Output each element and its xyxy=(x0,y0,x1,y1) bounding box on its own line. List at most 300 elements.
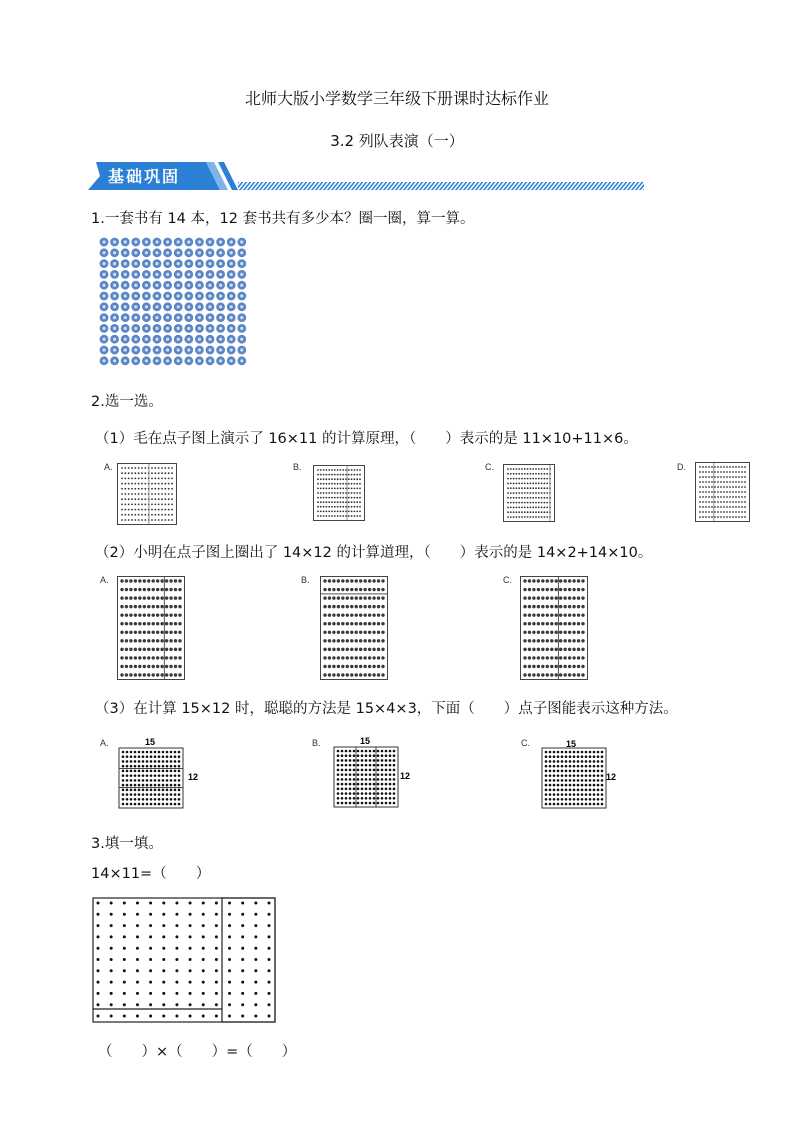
dot xyxy=(164,478,166,480)
dot xyxy=(532,502,534,504)
dot xyxy=(541,483,543,485)
counter-dot-center xyxy=(134,327,137,330)
dot xyxy=(130,784,133,787)
width-label-15: 15 xyxy=(360,736,371,746)
dot xyxy=(601,789,604,792)
dot xyxy=(550,596,553,599)
dot xyxy=(337,769,340,772)
dot xyxy=(545,803,548,806)
dot xyxy=(169,673,172,676)
dot xyxy=(156,639,159,642)
dot xyxy=(131,504,133,506)
dot xyxy=(513,502,515,504)
dot xyxy=(122,760,125,763)
dot xyxy=(516,507,518,509)
dot xyxy=(581,613,584,616)
dot xyxy=(337,588,340,591)
dot xyxy=(165,622,168,625)
dot xyxy=(268,981,271,984)
dot xyxy=(142,793,145,796)
q2-3-option-c-figure[interactable] xyxy=(538,736,622,812)
dot xyxy=(559,613,562,616)
dot xyxy=(516,492,518,494)
dot xyxy=(572,596,575,599)
q1-dot-grid xyxy=(99,237,251,371)
dot xyxy=(381,665,384,668)
dot xyxy=(521,478,523,480)
dot xyxy=(357,788,360,791)
counter-dot-center xyxy=(187,262,190,265)
dot xyxy=(577,588,580,591)
counter-dot-center xyxy=(155,348,158,351)
dot xyxy=(341,613,344,616)
counter-dot-center xyxy=(219,305,222,308)
dot xyxy=(581,760,584,763)
counter-dot-center xyxy=(113,240,116,243)
dot xyxy=(377,797,380,800)
dot xyxy=(702,506,704,508)
dot xyxy=(126,798,129,801)
dot xyxy=(601,779,604,782)
dot xyxy=(555,665,558,668)
dot xyxy=(513,511,515,513)
dot xyxy=(162,774,165,777)
dot xyxy=(138,798,141,801)
dot xyxy=(729,486,731,488)
q2-1-option-c-label[interactable]: C. xyxy=(485,462,494,472)
q2-3-option-a-figure[interactable] xyxy=(117,736,197,812)
dot xyxy=(516,502,518,504)
dot xyxy=(134,784,137,787)
dot xyxy=(530,507,532,509)
dot xyxy=(334,483,336,485)
dot xyxy=(120,656,123,659)
dot xyxy=(168,467,170,469)
counter-dot-center xyxy=(102,262,105,265)
dot xyxy=(110,992,113,995)
dot xyxy=(165,605,168,608)
dot xyxy=(528,631,531,634)
dot xyxy=(158,765,161,768)
dot xyxy=(317,474,319,476)
counter-dot-center xyxy=(198,359,201,362)
q2-1-option-b-figure[interactable] xyxy=(313,465,365,521)
dot xyxy=(158,493,160,495)
dot xyxy=(711,476,713,478)
dot xyxy=(144,519,146,521)
dot xyxy=(149,958,152,961)
dot xyxy=(365,778,368,781)
dot xyxy=(563,631,566,634)
counter-dot-center xyxy=(155,338,158,341)
dot xyxy=(729,471,731,473)
question-3-answer-line[interactable]: （ ）×（ ）=（ ） xyxy=(98,1044,297,1060)
dot xyxy=(348,497,350,499)
counter-dot-center xyxy=(177,327,180,330)
dot xyxy=(389,750,392,753)
counter-dot-center xyxy=(198,338,201,341)
dot xyxy=(368,579,371,582)
q2-2-option-c-figure[interactable] xyxy=(520,576,588,680)
dot xyxy=(328,492,330,494)
dot xyxy=(393,754,396,757)
counter-dot-center xyxy=(134,316,137,319)
dot xyxy=(546,507,548,509)
dot xyxy=(538,516,540,518)
counter-dot-center xyxy=(155,359,158,362)
dot xyxy=(563,639,566,642)
dot xyxy=(268,1003,271,1006)
banner-label: 基础巩固 xyxy=(108,167,181,186)
dot xyxy=(744,486,746,488)
dot xyxy=(589,779,592,782)
dot xyxy=(597,803,600,806)
dot xyxy=(150,755,153,758)
dot xyxy=(161,488,163,490)
dot xyxy=(589,774,592,777)
dot xyxy=(134,631,137,634)
dot xyxy=(711,471,713,473)
dot xyxy=(385,764,388,767)
dot xyxy=(735,486,737,488)
dot xyxy=(215,935,218,938)
q2-3-option-b-figure[interactable] xyxy=(330,735,414,811)
dot xyxy=(699,506,701,508)
dot xyxy=(128,504,130,506)
dot xyxy=(377,639,380,642)
dot xyxy=(735,491,737,493)
dot xyxy=(363,579,366,582)
dot xyxy=(342,488,344,490)
dot xyxy=(577,751,580,754)
dot xyxy=(128,519,130,521)
dot xyxy=(268,902,271,905)
dot xyxy=(699,466,701,468)
dot xyxy=(138,478,140,480)
dot xyxy=(97,1015,100,1018)
dot xyxy=(581,765,584,768)
dot xyxy=(134,605,137,608)
q2-1-option-d-figure[interactable] xyxy=(695,462,750,522)
dot xyxy=(711,481,713,483)
dot xyxy=(134,789,137,792)
dot xyxy=(147,665,150,668)
q2-3-option-a-label[interactable]: A. xyxy=(100,738,109,748)
dot xyxy=(134,509,136,511)
dot xyxy=(268,958,271,961)
dot xyxy=(126,784,129,787)
dot xyxy=(393,773,396,776)
dot xyxy=(589,789,592,792)
counter-dot-center xyxy=(230,359,233,362)
q2-1-option-b-label[interactable]: B. xyxy=(293,462,302,472)
dot xyxy=(328,622,331,625)
dot xyxy=(128,509,130,511)
dot xyxy=(323,506,325,508)
dot xyxy=(154,784,157,787)
dot xyxy=(518,516,520,518)
q2-2-option-a-figure[interactable] xyxy=(117,576,185,680)
dot xyxy=(377,656,380,659)
dot xyxy=(507,483,509,485)
dot xyxy=(369,764,372,767)
dot xyxy=(174,793,177,796)
dot xyxy=(142,765,145,768)
dot xyxy=(152,631,155,634)
dot xyxy=(507,468,509,470)
dot xyxy=(355,665,358,668)
dot xyxy=(175,924,178,927)
q2-2-option-a-label[interactable]: A. xyxy=(100,575,109,585)
dot xyxy=(553,803,556,806)
dot xyxy=(354,511,356,513)
q2-1-option-a-figure[interactable] xyxy=(117,463,177,525)
dot xyxy=(349,750,352,753)
dot xyxy=(142,774,145,777)
dot xyxy=(528,596,531,599)
dot xyxy=(563,588,566,591)
dot xyxy=(723,471,725,473)
dot xyxy=(328,478,330,480)
dot xyxy=(702,511,704,513)
q2-2-option-c-label[interactable]: C. xyxy=(503,575,512,585)
dot xyxy=(130,803,133,806)
dot xyxy=(359,588,362,591)
dot xyxy=(373,754,376,757)
dot xyxy=(723,496,725,498)
dot xyxy=(735,471,737,473)
dot xyxy=(126,803,129,806)
dot xyxy=(381,588,384,591)
dot xyxy=(524,473,526,475)
dot xyxy=(332,622,335,625)
dot xyxy=(345,797,348,800)
dot xyxy=(241,958,244,961)
dot xyxy=(337,483,339,485)
dot xyxy=(561,765,564,768)
dot xyxy=(581,605,584,608)
dot xyxy=(565,784,568,787)
dot xyxy=(317,515,319,517)
dot xyxy=(162,924,165,927)
dot xyxy=(341,802,344,805)
dot xyxy=(162,793,165,796)
dot xyxy=(142,751,145,754)
dot xyxy=(123,913,126,916)
counter-dot-center xyxy=(198,284,201,287)
dot xyxy=(154,514,156,516)
dot xyxy=(359,631,362,634)
dot xyxy=(147,639,150,642)
dot xyxy=(134,596,137,599)
dot xyxy=(559,596,562,599)
dot xyxy=(699,496,701,498)
q2-1-option-d-label[interactable]: D. xyxy=(677,462,686,472)
dot xyxy=(561,751,564,754)
dot xyxy=(359,622,362,625)
dot xyxy=(702,471,704,473)
dot xyxy=(125,656,128,659)
dot xyxy=(537,605,540,608)
dot xyxy=(156,605,159,608)
dot xyxy=(170,793,173,796)
dot xyxy=(545,789,548,792)
dot xyxy=(328,488,330,490)
dot xyxy=(241,902,244,905)
dot xyxy=(738,516,740,518)
dot xyxy=(393,778,396,781)
dot xyxy=(345,469,347,471)
dot xyxy=(156,613,159,616)
counter-dot-center xyxy=(134,348,137,351)
dot xyxy=(541,588,544,591)
dot xyxy=(123,1003,126,1006)
dot xyxy=(541,473,543,475)
dot xyxy=(254,902,257,905)
dot xyxy=(125,596,128,599)
dot xyxy=(557,784,560,787)
dot xyxy=(699,481,701,483)
dot xyxy=(152,639,155,642)
dot xyxy=(359,579,362,582)
q2-1-option-a-label[interactable]: A. xyxy=(104,462,113,472)
dot xyxy=(241,913,244,916)
dot xyxy=(131,467,133,469)
dot xyxy=(702,516,704,518)
dot xyxy=(345,764,348,767)
dot xyxy=(532,631,535,634)
dot xyxy=(544,473,546,475)
dot xyxy=(527,468,529,470)
dot xyxy=(732,511,734,513)
dot xyxy=(729,506,731,508)
dot xyxy=(557,755,560,758)
dot xyxy=(585,770,588,773)
dot xyxy=(178,631,181,634)
dot xyxy=(150,784,153,787)
dot xyxy=(346,613,349,616)
dot xyxy=(585,779,588,782)
counter-dot-center xyxy=(134,359,137,362)
q2-1-option-c-figure[interactable] xyxy=(503,464,555,522)
question-2-part-2-text: （2）小明在点子图上圈出了 14×12 的计算道理，（ ）表示的是 14×2+14×10。 xyxy=(95,545,653,561)
height-label-12: 12 xyxy=(188,772,199,782)
dot xyxy=(372,579,375,582)
dot xyxy=(541,648,544,651)
banner-hatch-line xyxy=(238,182,644,190)
dot xyxy=(147,622,150,625)
counter-dot-center xyxy=(208,359,211,362)
dot xyxy=(123,902,126,905)
dot xyxy=(393,788,396,791)
dot xyxy=(593,803,596,806)
dot xyxy=(545,751,548,754)
counter-dot-center xyxy=(102,348,105,351)
question-3-equation[interactable]: 14×11=（ ） xyxy=(91,866,211,882)
dot xyxy=(189,924,192,927)
dot xyxy=(350,656,353,659)
dot xyxy=(128,483,130,485)
dot xyxy=(346,631,349,634)
dot xyxy=(178,784,181,787)
q2-2-option-b-label[interactable]: B. xyxy=(301,575,310,585)
dot xyxy=(356,488,358,490)
dot xyxy=(532,656,535,659)
dot xyxy=(518,502,520,504)
dot xyxy=(147,631,150,634)
dot xyxy=(555,673,558,676)
dot xyxy=(136,969,139,972)
q2-3-option-b-label[interactable]: B. xyxy=(312,738,321,748)
dot xyxy=(189,935,192,938)
counter-dot-center xyxy=(240,294,243,297)
counter-dot-center xyxy=(145,240,148,243)
dot xyxy=(597,789,600,792)
dot xyxy=(711,491,713,493)
dot xyxy=(354,506,356,508)
dot xyxy=(353,783,356,786)
dot xyxy=(357,797,360,800)
dot xyxy=(345,783,348,786)
q2-2-option-b-figure[interactable] xyxy=(320,576,388,680)
dot xyxy=(518,483,520,485)
dot xyxy=(357,769,360,772)
dot xyxy=(714,511,716,513)
dot xyxy=(228,902,231,905)
dot xyxy=(174,755,177,758)
dot xyxy=(581,596,584,599)
dot xyxy=(345,488,347,490)
dot xyxy=(368,673,371,676)
dot xyxy=(134,467,136,469)
dot xyxy=(166,784,169,787)
counter-dot-center xyxy=(113,284,116,287)
dot xyxy=(134,622,137,625)
dot xyxy=(354,488,356,490)
counter-dot-center xyxy=(155,316,158,319)
dot xyxy=(550,579,553,582)
dot xyxy=(523,605,526,608)
counter-dot-center xyxy=(177,284,180,287)
dot xyxy=(337,778,340,781)
dot xyxy=(337,492,339,494)
dot xyxy=(175,969,178,972)
dot xyxy=(581,751,584,754)
dot xyxy=(732,466,734,468)
dot xyxy=(723,516,725,518)
dot xyxy=(581,656,584,659)
dot xyxy=(202,935,205,938)
q2-3-option-c-label[interactable]: C. xyxy=(521,738,530,748)
dot xyxy=(146,789,149,792)
dot xyxy=(735,476,737,478)
dot xyxy=(354,474,356,476)
dot xyxy=(152,596,155,599)
dot xyxy=(563,579,566,582)
dot xyxy=(215,969,218,972)
dot xyxy=(166,751,169,754)
dot xyxy=(337,797,340,800)
dot xyxy=(546,483,548,485)
dot xyxy=(577,648,580,651)
dot xyxy=(557,760,560,763)
dot xyxy=(126,774,129,777)
dot xyxy=(546,673,549,676)
dot xyxy=(561,755,564,758)
dot xyxy=(553,765,556,768)
dot xyxy=(171,493,173,495)
dot xyxy=(513,497,515,499)
